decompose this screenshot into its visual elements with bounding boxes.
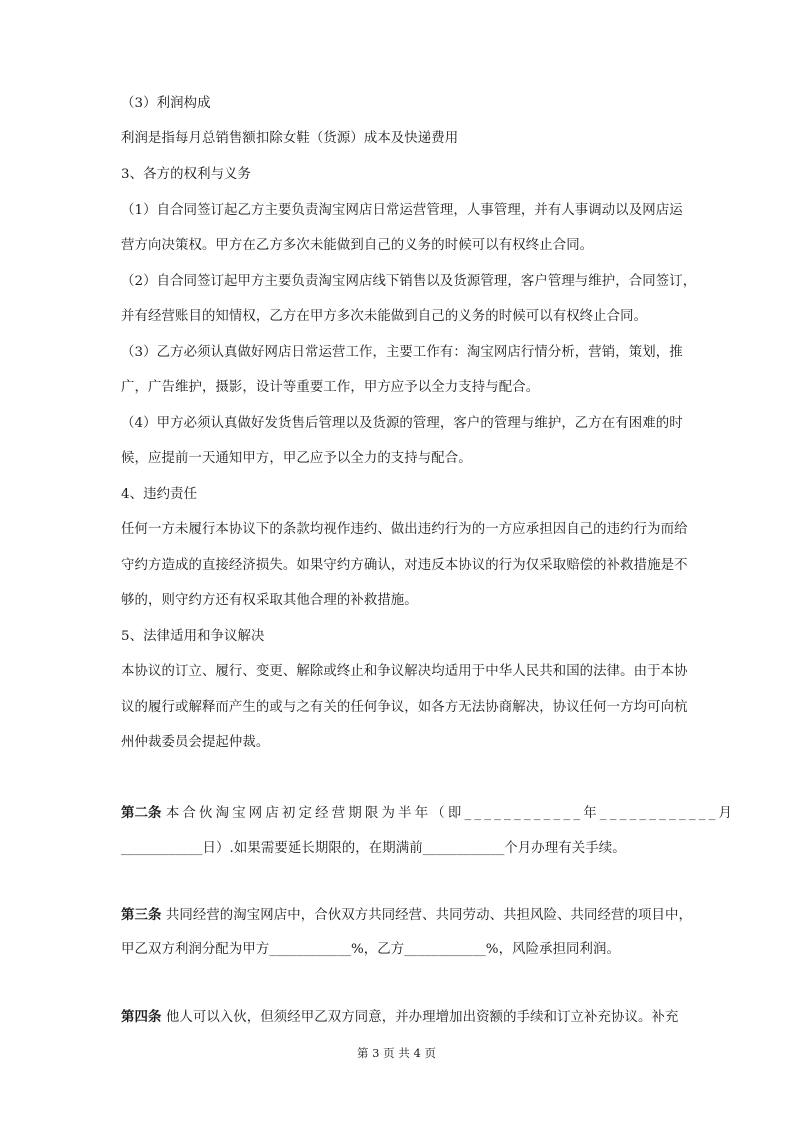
article-3-text: 共同经营的淘宝网店中，合伙双方共同经营、共同劳动、共担风险、共同经营的项目中，: [165, 908, 692, 923]
paragraph-line: 守约方造成的直接经济损失。如果守约方确认，对违反本协议的行为仅采取赔偿的补救措施是不: [121, 558, 688, 573]
article-2-line-1: [121, 804, 736, 823]
section-heading-rights: 3、各方的权利与义务: [121, 167, 252, 182]
article-2-heading: 第二条: [121, 805, 162, 821]
article-4-text: 他人可以入伙，但须经甲乙双方同意，并办理增加出资额的手续和订立补充协议。补充: [165, 1010, 679, 1025]
paragraph-line: 广，广告维护，摄影，设计等重要工作，甲方应予以全力支持与配合。: [121, 380, 540, 395]
paragraph-line: （3）乙方必须认真做好网店日常运营工作，主要工作有：淘宝网店行情分析，营销，策划，推: [121, 345, 683, 360]
section-heading-law: 5、法律适用和争议解决: [121, 629, 265, 644]
paragraph-line: 本协议的订立、履行、变更、解除或终止和争议解决均适用于中华人民共和国的法律。由于本协: [121, 664, 688, 679]
article-4-heading: 第四条: [121, 1009, 162, 1025]
article-3-heading: 第三条: [121, 907, 162, 923]
paragraph-line: 够的，则守约方还有权采取其他合理的补救措施。: [121, 593, 418, 608]
paragraph-line: 候，应提前一天通知甲方，甲乙应予以全力的支持与配合。: [121, 451, 472, 466]
section-heading-breach: 4、违约责任: [121, 487, 198, 502]
paragraph-line: 州仲裁委员会提起仲裁。: [121, 735, 270, 750]
paragraph-line: 利润是指每月总销售额扣除女鞋（货源）成本及快递费用: [121, 131, 459, 146]
article-2-text: 本合伙淘宝网店初定经营期限为半年（即____________年____________月: [165, 806, 736, 821]
section-heading-profit: （3）利润构成: [121, 96, 211, 111]
paragraph-line: 并有经营账目的知情权，乙方在甲方多次未能做到自己的义务的时候可以有权终止合同。: [121, 309, 648, 324]
paragraph-line: 议的履行或解释而产生的或与之有关的任何争议，如各方无法协商解决，协议任何一方均可向杭: [121, 700, 688, 715]
page-number-footer: 第 3 页 共 4 页: [357, 1046, 436, 1060]
paragraph-line: 任何一方未履行本协议下的条款均视作违约、做出违约行为的一方应承担因自己的违约行为而给: [121, 522, 688, 537]
paragraph-line: （4）甲方必须认真做好发货售后管理以及货源的管理，客户的管理与维护，乙方在有困难的时: [121, 416, 683, 431]
article-3-line-2: 甲乙双方利润分配为甲方____________%，乙方____________%，风险承担同利润。: [121, 942, 621, 957]
paragraph-line: （2）自合同签订起甲方主要负责淘宝网店线下销售以及货源管理，客户管理与维护，合同签订，: [121, 274, 697, 289]
paragraph-line: 营方向决策权。甲方在乙方多次未能做到自己的义务的时候可以有权终止合同。: [121, 238, 594, 253]
article-3-line-1: [121, 906, 692, 925]
article-2-line-2: ____________日）.如果需要延长期限的，在期满前____________个月办理有关手续。: [121, 841, 626, 856]
paragraph-line: （1）自合同签订起乙方主要负责淘宝网店日常运营管理，人事管理，并有人事调动以及网店运: [121, 203, 683, 218]
article-4-line-1: [121, 1008, 679, 1027]
